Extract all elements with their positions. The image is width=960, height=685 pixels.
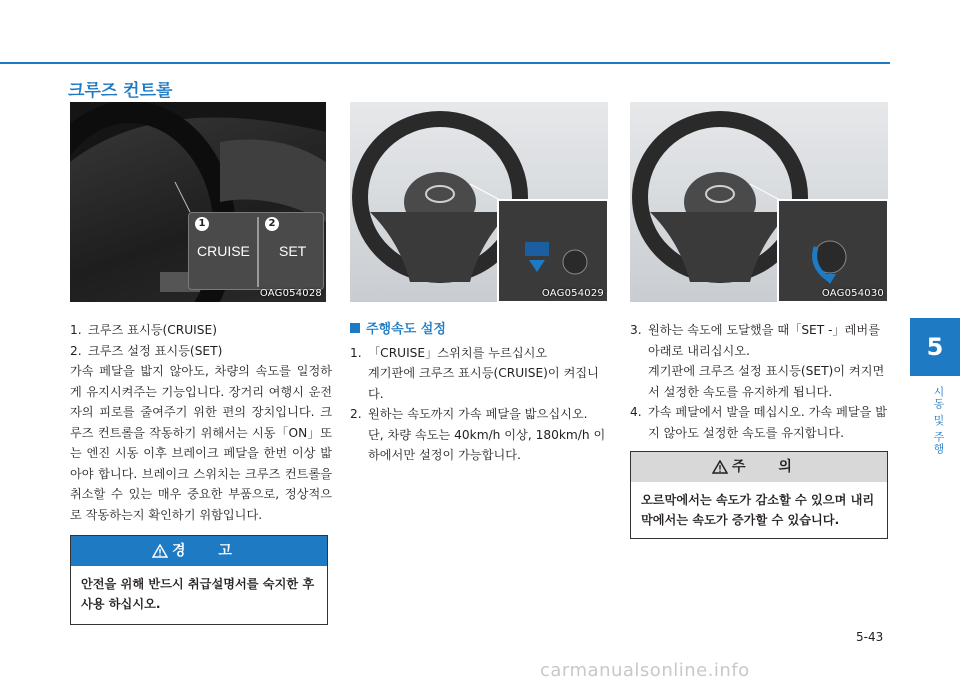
- warning-header: [71, 536, 327, 566]
- caution-title: 주 의: [732, 459, 806, 475]
- step-number: 2.: [350, 407, 362, 421]
- step-subtext: 계기판에 크루즈 표시등(CRUISE)이 켜집니다.: [368, 366, 599, 401]
- caution-header: [631, 452, 887, 482]
- warning-box: [70, 535, 328, 625]
- step-item: [630, 402, 892, 443]
- step-item: [350, 404, 612, 425]
- list-number: 2.: [70, 343, 82, 358]
- warning-text: 안전을 위해 반드시 취급설명서를 숙지한 후 사용 하십시오.: [81, 577, 315, 611]
- cruise-indicator-label: CRUISE: [197, 243, 250, 259]
- step-text: 원하는 속도까지 가속 페달을 밟으십시오.: [368, 407, 588, 421]
- cluster-indicator-callout: [188, 212, 324, 290]
- caution-text: 오르막에서는 속도가 감소할 수 있으며 내리막에서는 속도가 증가할 수 있습니다.: [641, 493, 875, 527]
- step-number: 4.: [630, 405, 642, 419]
- list-text: 크루즈 표시등(CRUISE): [88, 323, 217, 337]
- list-text: 크루즈 설정 표시등(SET): [88, 343, 223, 358]
- callout-divider: [257, 217, 259, 287]
- subsection-heading-text: 주행속도 설정: [366, 322, 446, 337]
- warning-title: 경 고: [172, 543, 246, 559]
- callout-number-1: 1: [195, 217, 209, 231]
- step-text: 가속 페달에서 발을 떼십시오. 가속 페달을 밟지 않아도 설정한 속도를 유지합니다.: [648, 405, 888, 440]
- heading-square-icon: [350, 323, 360, 333]
- description-paragraph: 가속 페달을 밟지 않아도, 차량의 속도를 일정하게 유지시켜주는 기능입니다. 장거리 여행시 운전자의 피로를 줄여주기 위한 편의 장치입니다. 크루즈 컨트롤을 작동하기 위해서는 시동「ON」또는 엔진 시동 이후 브레이크 페달을 한번 이상 밟아야 합니다. 브레이크 스위치는 크루즈 컨트롤을 취소할 수 있는 매우 중요한 부품으로, 정상적으로 작동하는지 확인하기 위함입니다.: [70, 364, 332, 522]
- photo-code: OAG054030: [821, 288, 884, 299]
- photo-code: OAG054029: [541, 288, 604, 299]
- column-2: [350, 320, 612, 466]
- section-title: 크루즈 컨트롤: [68, 81, 173, 101]
- warning-triangle-icon: [712, 460, 728, 474]
- list-number: 1.: [70, 323, 82, 337]
- photo-steering-set-lever: [630, 102, 888, 302]
- step-item: [630, 320, 892, 361]
- caution-box: [630, 451, 888, 539]
- column-3: [630, 320, 892, 443]
- top-rule: [0, 62, 890, 64]
- warning-triangle-icon: [152, 544, 168, 558]
- page-number: 5-43: [856, 630, 884, 644]
- step-item: [350, 343, 612, 364]
- subsection-heading: [350, 320, 612, 341]
- callout-number-2: 2: [265, 217, 279, 231]
- photo-steering-cruise-switch: [350, 102, 608, 302]
- set-indicator-label: SET: [279, 243, 307, 259]
- steering-wheel-illustration: [630, 102, 888, 302]
- chapter-tab: 5: [910, 318, 960, 376]
- photo-cluster-buttons: [70, 102, 326, 302]
- step-subtext: 계기판에 크루즈 설정 표시등(SET)이 켜지면서 설정한 속도를 유지하게 됩니다.: [648, 364, 885, 399]
- step-number: 3.: [630, 323, 642, 337]
- step-subtext: 단, 차량 속도는 40km/h 이상, 180km/h 이하에서만 설정이 가능합니다.: [368, 427, 606, 462]
- photo-code: OAG054028: [259, 288, 322, 299]
- list-item: [70, 341, 332, 362]
- step-text: 「CRUISE」스위치를 누르십시오: [368, 345, 548, 360]
- steering-wheel-illustration: [350, 102, 608, 302]
- watermark: carmanualsonline.info: [540, 660, 750, 681]
- column-1: [70, 320, 332, 525]
- step-text: 원하는 속도에 도달했을 때「SET -」레버를 아래로 내리십시오.: [648, 323, 880, 358]
- step-number: 1.: [350, 345, 362, 360]
- chapter-label: 시동 및 주행: [932, 386, 945, 455]
- list-item: [70, 320, 332, 341]
